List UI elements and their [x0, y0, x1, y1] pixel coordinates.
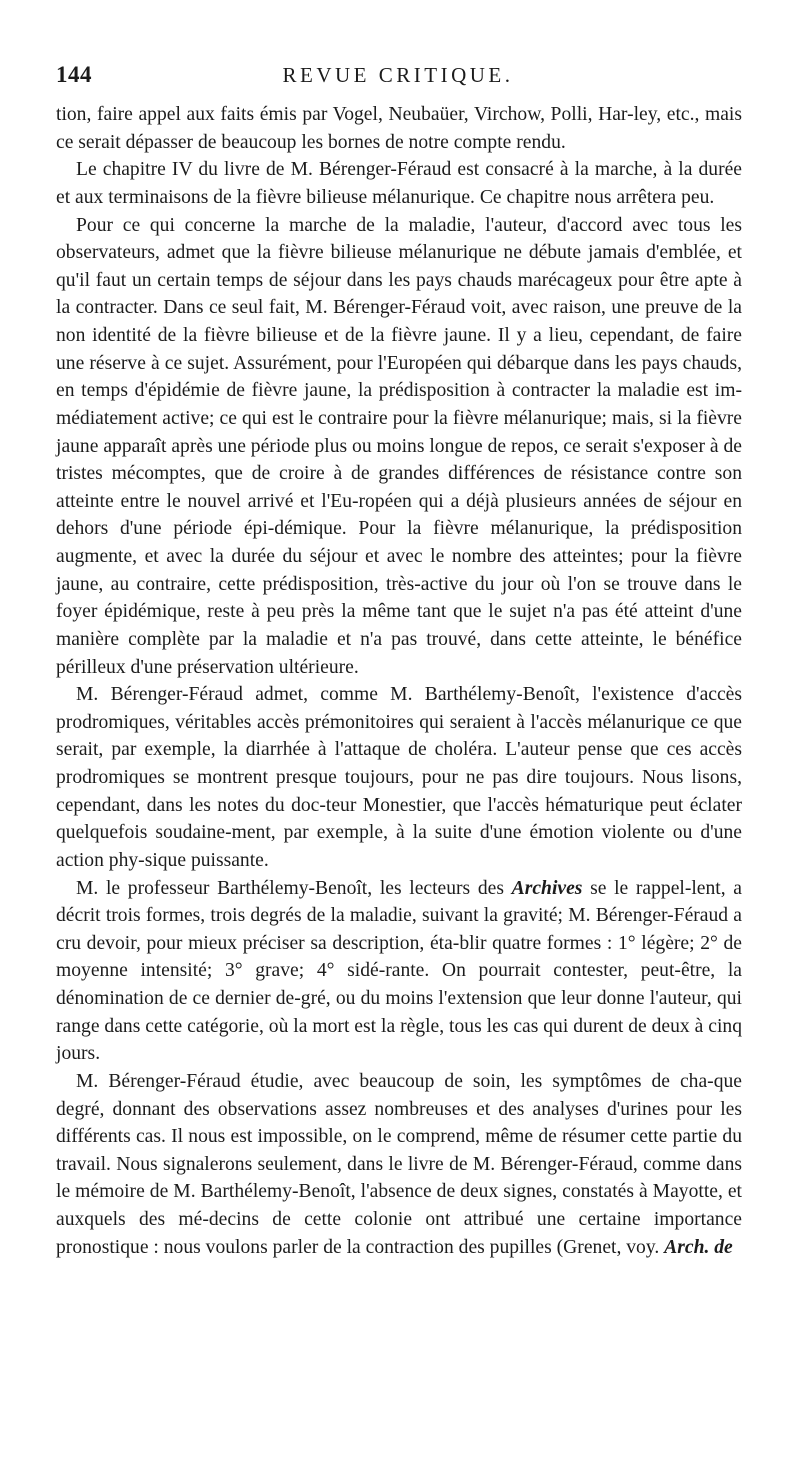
- page-header: [56, 62, 740, 96]
- running-head: REVUE CRITIQUE.: [282, 63, 514, 87]
- page-number: 144: [56, 62, 92, 87]
- paragraph: [56, 681, 742, 874]
- paragraph: [56, 156, 742, 211]
- text-segment: M. Bérenger-Féraud admet, comme M. Barthélemy-Benoît, l'existence d'accès prodromiques, véritables accès prémonitoires qui seraient à l'accès mélanurique ce que serait, par exemple, la diarrhée à l'attaque de choléra. L'auteur pense que ces accès prodromiques se montrent presque toujours, pour ne pas dire toujours. Nous lisons, cependant, dans les notes du doc-teur Monestier, que l'accès hématurique peut éclater quelquefois soudaine-ment, par exemple, à la suite d'une émotion violente ou d'une action phy-sique puissante.: [56, 684, 742, 871]
- body-text: [56, 101, 742, 1261]
- paragraph: [56, 875, 742, 1068]
- paragraph: [56, 101, 742, 156]
- italic-text: Archives: [511, 877, 583, 899]
- text-segment: M. Bérenger-Féraud étudie, avec beaucoup de soin, les symptômes de cha-que degré, donnant des observations assez nombreuses et des analyses d'urines pour les différents cas. Il nous est impossible, on le comprend, même de résumer cette partie du travail. Nous signalerons seulement, dans le livre de M. Bérenger-Féraud, comme dans le mémoire de M. Barthélemy-Benoît, l'absence de deux signes, constatés à Mayotte, et auxquels des mé-decins de cette colonie ont attribué une certaine importance pronostique : nous voulons parler de la contraction des pupilles (Grenet, voy.: [56, 1070, 742, 1258]
- paragraph: [56, 1068, 742, 1261]
- paragraph: [56, 212, 742, 682]
- text-segment: tion, faire appel aux faits émis par Vogel, Neubaüer, Virchow, Polli, Har-ley, etc., mais ce serait dépasser de beaucoup les bornes de notre compte rendu.: [56, 104, 742, 153]
- italic-text: Arch. de: [664, 1236, 733, 1258]
- text-segment: Le chapitre IV du livre de M. Bérenger-Féraud est consacré à la marche, à la durée et aux terminaisons de la fièvre bilieuse mélanurique. Ce chapitre nous arrêtera peu.: [56, 159, 742, 208]
- text-segment: Pour ce qui concerne la marche de la maladie, l'auteur, d'accord avec tous les observateurs, admet que la fièvre bilieuse mélanurique ne débute jamais d'emblée, et qu'il faut un certain temps de séjour dans les pays chauds marécageux pour être apte à la contracter. Dans ce seul fait, M. Bérenger-Féraud voit, avec raison, une preuve de la non identité de la fièvre bilieuse et de la fièvre jaune. Il y a lieu, cependant, de faire une réserve à ce sujet. Assurément, pour l'Européen qui débarque dans les pays chauds, en temps d'épidémie de fièvre jaune, la prédisposition à contracter la maladie est im-médiatement active; ce qui est le contraire pour la fièvre mélanurique; mais, si la fièvre jaune apparaît après une période plus ou moins longue de repos, ce serait s'exposer à de tristes mécomptes, que de croire à de grandes différences de résistance contre son atteinte entre le nouvel arrivé et l'Eu-ropéen qui a déjà plusieurs années de séjour en dehors d'une période épi-démique. Pour la fièvre mélanurique, la prédisposition augmente, et avec la durée du séjour et avec le nombre des atteintes; pour la fièvre jaune, au contraire, cette prédisposition, très-active du jour où l'on se trouve dans le foyer épidémique, reste à peu près la même tant que le sujet n'a pas été atteint d'une manière complète par la maladie et n'a pas trouvé, dans cette atteinte, le bénéfice périlleux d'une préservation ultérieure.: [56, 214, 742, 678]
- text-segment: M. le professeur Barthélemy-Benoît, les lecteurs des: [76, 877, 512, 899]
- text-segment: se le rappel-lent, a décrit trois formes, trois degrés de la maladie, suivant la gravité; M. Bérenger-Féraud a cru devoir, pour mieux préciser sa description, éta-blir quatre formes : 1° légère; 2° de moyenne intensité; 3° grave; 4° sidé-rante. On pourrait contester, peut-être, la dénomination de ce dernier de-gré, ou du moins l'extension que leur donne l'auteur, qui range dans cette catégorie, où la mort est la règle, tous les cas qui durent de deux à cinq jours.: [56, 877, 743, 1065]
